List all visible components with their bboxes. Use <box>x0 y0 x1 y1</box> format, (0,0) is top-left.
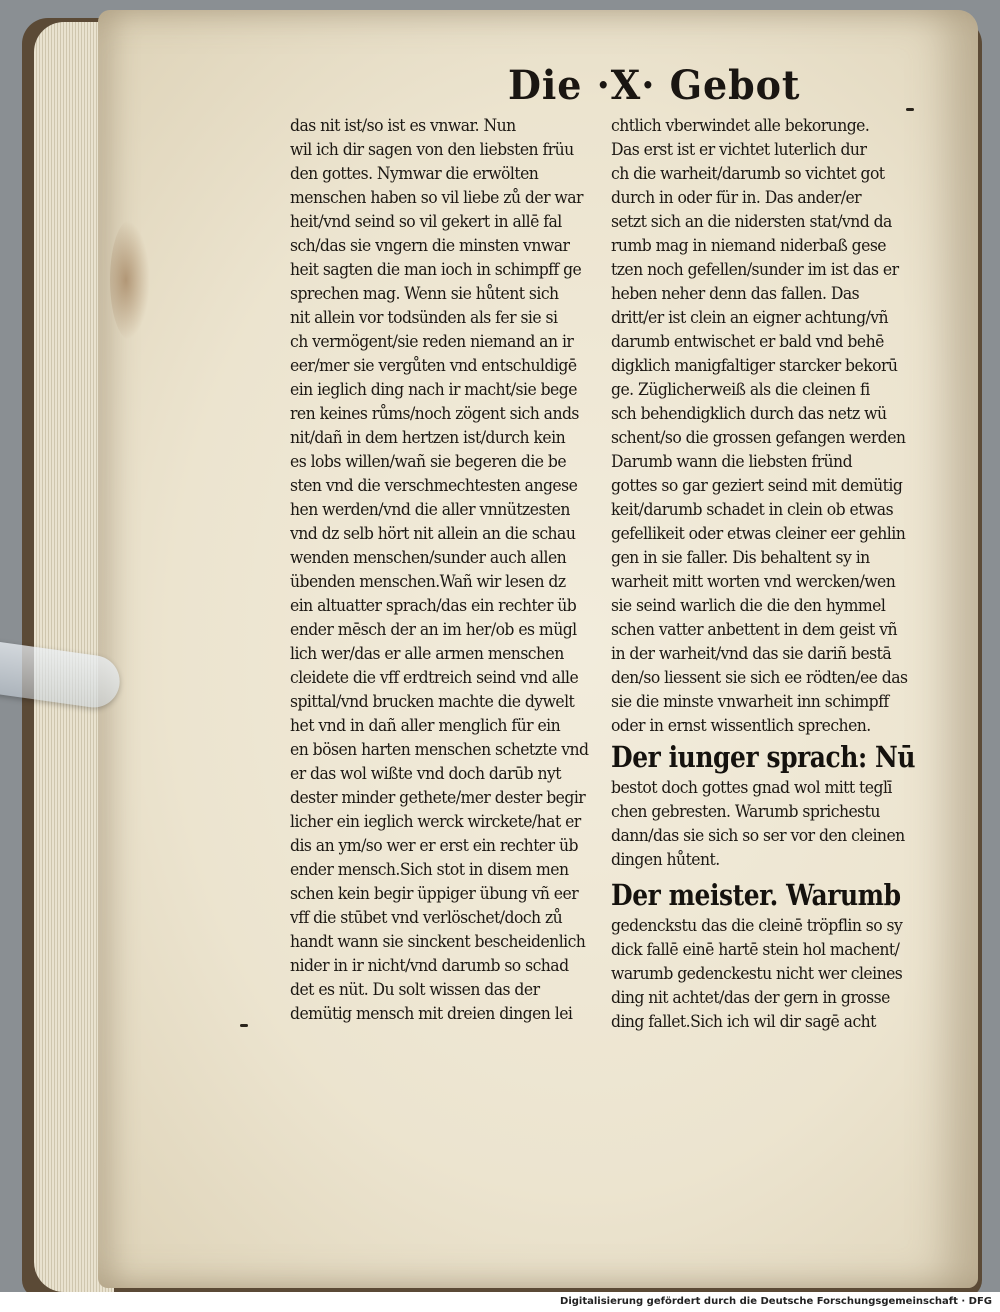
text-line: licher ein ieglich werck wirckete/hat er <box>290 812 581 832</box>
text-line: digklich manigfaltiger starcker bekorū <box>611 356 898 376</box>
text-line: gen in sie faller. Dis behaltent sy in <box>611 548 870 568</box>
text-line: oder in ernst wissentlich sprechen. <box>611 716 871 736</box>
text-line: heit sagten die man ioch in schimpff ge <box>290 260 582 280</box>
text-line: den/so liessent sie sich ee rödten/ee das <box>611 668 908 688</box>
text-line: heben neher denn das fallen. Das <box>611 284 860 304</box>
text-line: dick fallē einē hartē stein hol machent/ <box>611 940 900 960</box>
text-line: warheit mitt worten vnd wercken/wen <box>611 572 896 592</box>
text-line: ch vermögent/sie reden niemand an ir <box>290 332 574 352</box>
text-line: nider in ir nicht/vnd darumb so schad <box>290 956 569 976</box>
text-line: sch behendigklich durch das netz wü <box>611 404 887 424</box>
text-line: sie seind warlich die die den hymmel <box>611 596 886 616</box>
text-line: en bösen harten menschen schetzte vnd <box>290 740 589 760</box>
text-line: es lobs willen/wañ sie begeren die be <box>290 452 567 472</box>
text-line: dann/das sie sich so ser vor den cleinen <box>611 826 905 846</box>
text-line: er das wol wißte vnd doch darūb nyt <box>290 764 562 784</box>
text-line: ender mēsch der an im her/ob es mügl <box>290 620 577 640</box>
text-line: schen kein begir üppiger übung vñ eer <box>290 884 579 904</box>
text-line: vff die stūbet vnd verlöschet/doch zů <box>290 908 563 928</box>
text-line: Darumb wann die liebsten fründ <box>611 452 853 472</box>
text-line: nit allein vor todsünden als fer sie si <box>290 308 558 328</box>
text-line: heit/vnd seind so vil gekert in allē fal <box>290 212 562 232</box>
text-line: sch/das sie vngern die minsten vnwar <box>290 236 570 256</box>
text-line: dester minder gethete/mer dester begir <box>290 788 586 808</box>
text-line: dis an ym/so wer er erst ein rechter üb <box>290 836 578 856</box>
text-line: sten vnd die verschmechtesten angese <box>290 476 578 496</box>
ink-mark <box>906 108 914 111</box>
page-stain <box>110 220 150 340</box>
footer-credit: Digitalisierung gefördert durch die Deutsche Forschungsgemeinschaft · DFG <box>560 1296 992 1307</box>
text-line: Das erst ist er vichtet luterlich dur <box>611 140 867 160</box>
ink-mark <box>240 1024 248 1027</box>
text-line: setzt sich an die nidersten stat/vnd da <box>611 212 892 232</box>
text-line: ch die warheit/darumb so vichtet got <box>611 164 885 184</box>
text-line: übenden menschen.Wañ wir lesen dz <box>290 572 566 592</box>
text-line: ge. Züglicherweiß als die cleinen fi <box>611 380 870 400</box>
text-line: gefellikeit oder etwas cleiner eer gehlin <box>611 524 906 544</box>
text-line: ding fallet.Sich ich wil dir sagē acht <box>611 1012 876 1032</box>
text-line: schen vatter anbettent in dem geist vñ <box>611 620 898 640</box>
running-head: Die ·X· Gebot <box>508 62 801 109</box>
text-line: warumb gedenckestu nicht wer cleines <box>611 964 903 984</box>
text-line: chen gebresten. Warumb sprichestu <box>611 802 880 822</box>
text-line: hen werden/vnd die aller vnnützesten <box>290 500 570 520</box>
text-line: durch in oder für in. Das ander/er <box>611 188 862 208</box>
text-line: dingen hůtent. <box>611 850 720 870</box>
text-line: dritt/er ist clein an eigner achtung/vñ <box>611 308 889 328</box>
text-line: ein ieglich ding nach ir macht/sie bege <box>290 380 577 400</box>
text-line: handt wann sie sinckent bescheidenlich <box>290 932 586 952</box>
text-column-right <box>611 114 916 1034</box>
text-line: das nit ist/so ist es vnwar. Nun <box>290 116 516 136</box>
text-column-left <box>290 114 590 1026</box>
text-line: menschen haben so vil liebe zů der war <box>290 188 583 208</box>
text-line: bestot doch gottes gnad wol mitt teglī <box>611 778 892 798</box>
text-line: schent/so die grossen gefangen werden <box>611 428 906 448</box>
text-line: lich wer/das er alle armen menschen <box>290 644 564 664</box>
text-line: gottes so gar geziert seind mit demütig <box>611 476 903 496</box>
text-line: cleidete die vff erdtreich seind vnd alle <box>290 668 579 688</box>
text-line: het vnd in dañ aller menglich für ein <box>290 716 561 736</box>
heading-meister: Der meister. Warumb <box>611 878 901 912</box>
text-line: den gottes. Nymwar die erwölten <box>290 164 539 184</box>
text-line: ein altuatter sprach/das ein rechter üb <box>290 596 577 616</box>
text-line: darumb entwischet er bald vnd behē <box>611 332 884 352</box>
text-line: vnd dz selb hört nit allein an die schau <box>290 524 576 544</box>
text-line: demütig mensch mit dreien dingen lei <box>290 1004 573 1024</box>
text-line: det es nüt. Du solt wissen das der <box>290 980 540 1000</box>
text-line: gedenckstu das die cleinē tröpflin so sy <box>611 916 903 936</box>
text-line: ding nit achtet/das der gern in grosse <box>611 988 890 1008</box>
text-line: sie die minste vnwarheit inn schimpff <box>611 692 889 712</box>
text-line: nit/dañ in dem hertzen ist/durch kein <box>290 428 566 448</box>
text-line: sprechen mag. Wenn sie hůtent sich <box>290 284 559 304</box>
text-line: eer/mer sie vergůten vnd entschuldigē <box>290 356 577 376</box>
heading-junger: Der iunger sprach: Nū <box>611 740 916 774</box>
text-line: rumb mag in niemand niderbaß gese <box>611 236 887 256</box>
text-line: in der warheit/vnd das sie dariñ bestā <box>611 644 892 664</box>
text-line: ren keines růms/noch zögent sich ands <box>290 404 579 424</box>
text-line: tzen noch gefellen/sunder im ist das er <box>611 260 899 280</box>
text-line: keit/darumb schadet in clein ob etwas <box>611 500 894 520</box>
text-line: spittal/vnd brucken machte die dywelt <box>290 692 575 712</box>
text-line: wenden menschen/sunder auch allen <box>290 548 567 568</box>
text-line: ender mensch.Sich stot in disem men <box>290 860 569 880</box>
text-line: wil ich dir sagen von den liebsten früu <box>290 140 574 160</box>
text-line: chtlich vberwindet alle bekorunge. <box>611 116 870 136</box>
